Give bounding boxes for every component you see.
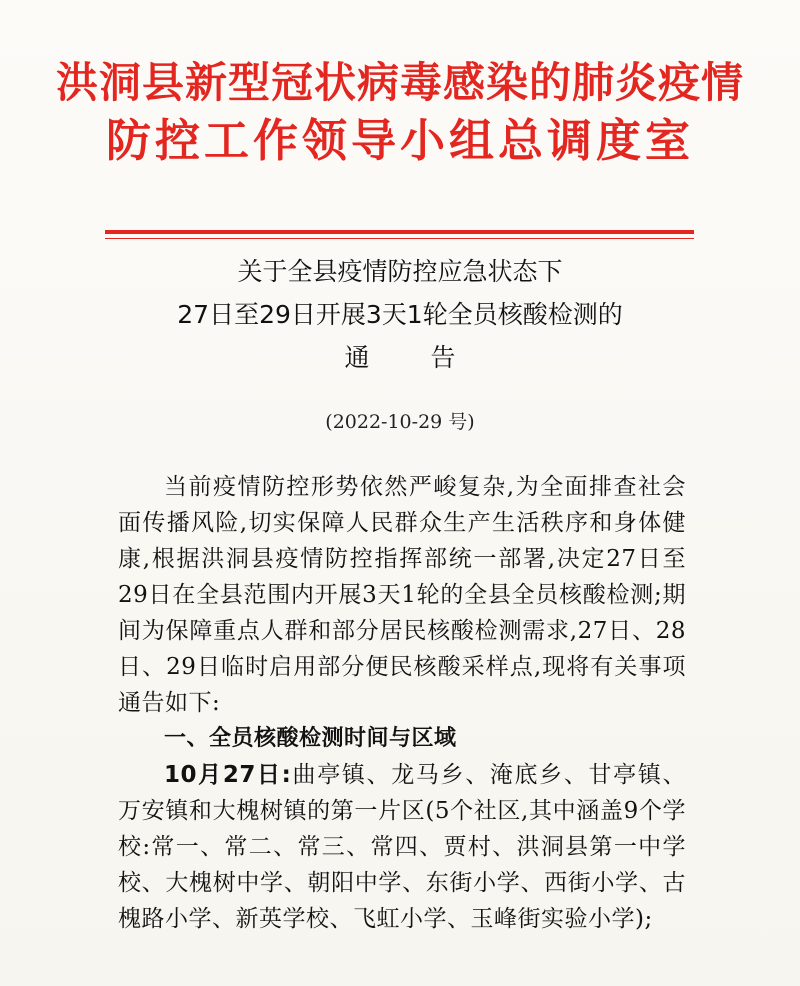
red-divider-thin [105, 238, 694, 239]
intro-paragraph: 当前疫情防控形势依然严峻复杂,为全面排查社会面传播风险,切实保障人民群众生产生活秩序和身体健康,根据洪洞县疫情防控指挥部统一部署,决定27日至29日在全县范围内开展3天1轮的全县全员核酸检测;期间为保障重点人群和部分居民核酸检测需求,27日、28日、29日临时启用部分便民核酸采样点,现将有关事项通告如下: [118, 474, 686, 716]
red-divider-thick [105, 230, 694, 234]
document-title [0, 250, 800, 379]
issuing-authority-header [0, 58, 800, 167]
title-line-1: 关于全县疫情防控应急状态下 [237, 257, 563, 286]
date-text: 曲亭镇、龙马乡、淹底乡、甘亭镇、万安镇和大槐树镇的第一片区(5个社区,其中涵盖9个学校:常一、常二、常三、常四、贾村、洪洞县第一中学校、大槐树中学、朝阳中学、东街小学、西街小学、古槐路小学、新英学校、飞虹小学、玉峰街实验小学); [118, 762, 686, 932]
title-line-3: 通 告 [344, 343, 474, 372]
document-body [118, 469, 686, 937]
title-line-2: 27日至29日开展3天1轮全员核酸检测的 [177, 300, 623, 329]
date-paragraph [118, 757, 686, 937]
header-line-2: 防控工作领导小组总调度室 [105, 113, 694, 167]
header-line-1: 洪洞县新型冠状病毒感染的肺炎疫情 [55, 58, 744, 107]
date-label: 10月27日: [164, 762, 292, 788]
document-number: (2022-10-29 号) [325, 411, 475, 433]
section-heading: 一、全员核酸检测时间与区域 [164, 726, 457, 751]
